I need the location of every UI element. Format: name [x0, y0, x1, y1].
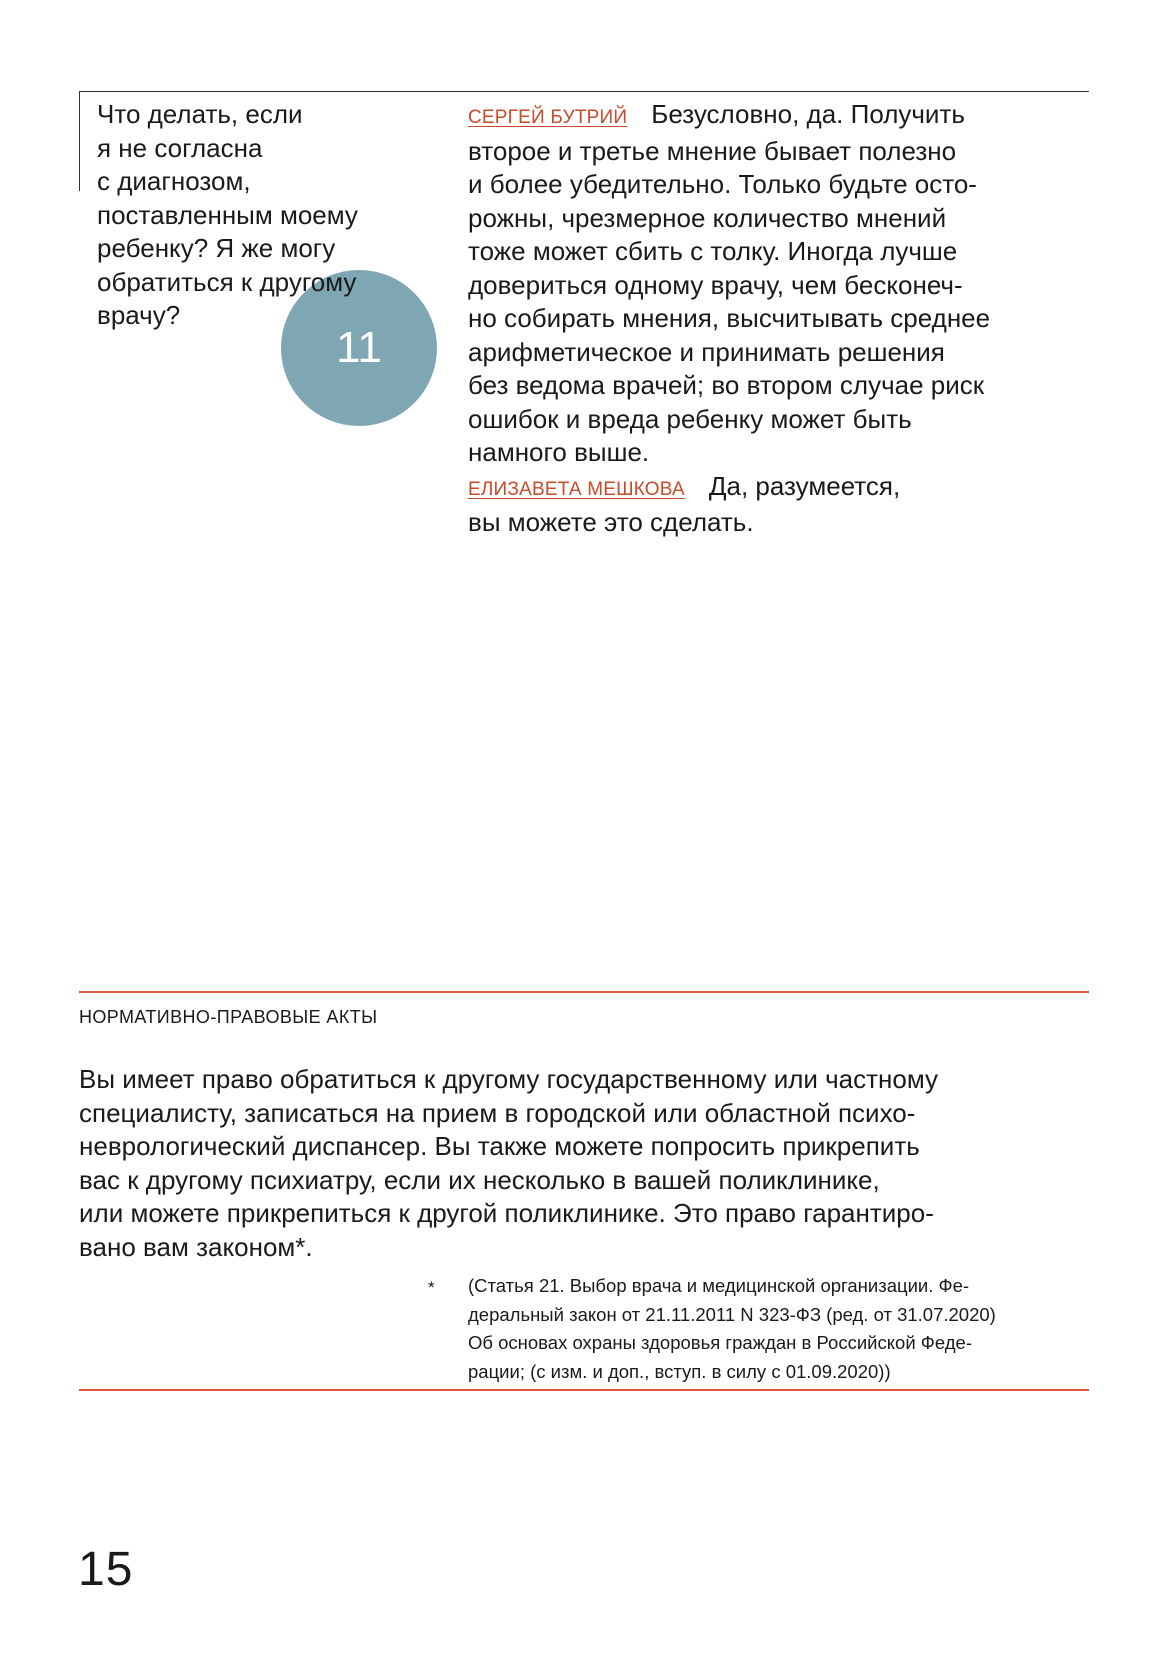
body-line: специалисту, записаться на прием в городской или областной психо-: [79, 1097, 916, 1128]
question-text: [97, 98, 427, 333]
left-frame-line: [79, 91, 80, 191]
answer-line: но собирать мнения, высчитывать среднее: [468, 303, 991, 333]
question-number: 11: [336, 323, 382, 372]
footnote-line: Об основах охраны здоровья граждан в Российской Феде-: [468, 1332, 972, 1353]
answer-line: намного выше.: [468, 437, 650, 467]
answer-line: тоже может сбить с толку. Иногда лучше: [468, 236, 958, 266]
section-divider-bottom: [79, 1389, 1089, 1391]
question-line: с диагнозом,: [97, 166, 251, 196]
answer-line: Да, разумеется,: [708, 470, 901, 501]
answer-line: Безусловно, да. Получить: [651, 99, 965, 129]
speaker-name: ЕЛИЗАВЕТА МЕШКОВА: [468, 478, 685, 500]
answer-line: довериться одному врачу, чем бесконеч-: [468, 269, 963, 300]
question-line: обратиться к другому: [97, 266, 357, 297]
body-line: или можете прикрепиться к другой поликлинике. Это право гарантиро-: [79, 1198, 934, 1228]
question-line: поставленным моему: [97, 199, 358, 230]
body-line: Вы имеет право обратиться к другому государственному или частному: [79, 1064, 939, 1094]
footnote-line: рации; (с изм. и доп., вступ. в силу с 01.09.2020)): [468, 1360, 891, 1382]
section-divider-top: [79, 991, 1089, 993]
section-heading: НОРМАТИВНО-ПРАВОВЫЕ АКТЫ: [79, 1007, 378, 1027]
question-line: я не согласна: [97, 132, 263, 163]
answer-line: и более убедительно. Только будьте осто-: [468, 169, 977, 199]
answer-line: без ведома врачей; во втором случае риск: [468, 370, 985, 400]
footnote-line: (Статья 21. Выбор врача и медицинской организации. Фе-: [468, 1275, 970, 1296]
answer-line: второе и третье мнение бывает полезно: [468, 135, 957, 166]
answer-sergey-butriy: [468, 98, 1068, 470]
footnote-line: деральный закон от 21.11.2011 N 323-ФЗ (ред. от 31.07.2020): [468, 1303, 996, 1325]
question-line: ребенку? Я же могу: [97, 233, 336, 263]
speaker-name: СЕРГЕЙ БУТРИЙ: [468, 107, 628, 128]
answer-line: ошибок и вреда ребенку может быть: [468, 403, 912, 434]
question-line: Что делать, если: [97, 99, 303, 129]
legal-body-text: [79, 1063, 1089, 1264]
body-line: неврологический диспансер. Вы также можете попросить прикрепить: [79, 1131, 920, 1161]
page-number: 15: [78, 1543, 134, 1596]
footnote-asterisk: *: [428, 1278, 435, 1297]
answer-line: арифметическое и принимать решения: [468, 336, 945, 367]
answer-line: вы можете это сделать.: [468, 507, 754, 537]
top-frame-line: [79, 91, 1089, 92]
body-line: вано вам законом*.: [79, 1231, 313, 1262]
body-line: вас к другому психиатру, если их несколько в вашей поликлинике,: [79, 1164, 880, 1195]
question-line: врачу?: [97, 300, 181, 330]
answer-elizaveta-meshkova: [468, 470, 1068, 540]
answers-column: [468, 98, 1068, 540]
footnote-text: [468, 1272, 1090, 1386]
answer-line: рожны, чрезмерное количество мнений: [468, 202, 947, 233]
